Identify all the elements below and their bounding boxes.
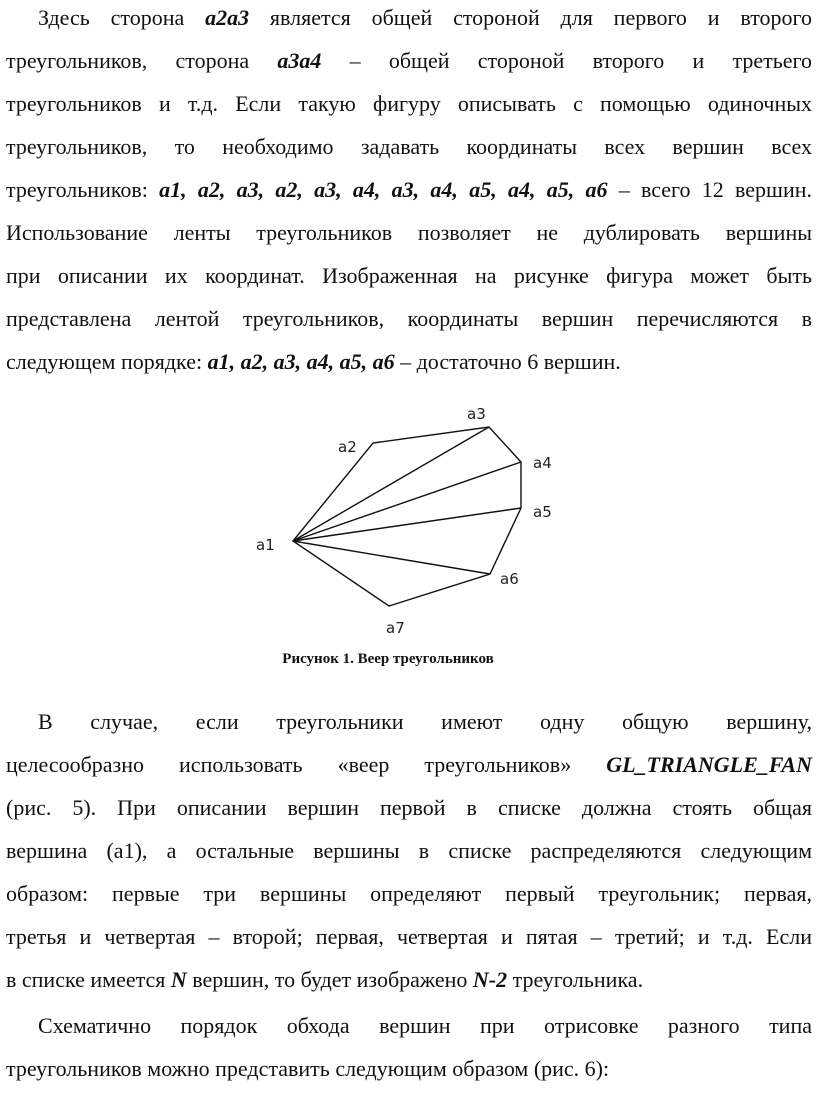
text-line: целесообразно использовать «веер треугольников» GL_TRIANGLE_FAN xyxy=(6,752,812,777)
text-line: треугольников можно представить следующим образом (рис. 6): xyxy=(6,1056,610,1081)
fan-diagonal xyxy=(293,541,490,574)
text-line: (рис. 5). При описании вершин первой в списке должна стоять общая xyxy=(6,795,812,820)
vertex-label-a1: a1 xyxy=(256,536,275,554)
text-line: представлена лентой треугольников, координаты вершин перечисляются в xyxy=(6,306,812,331)
vertex-label-a4: a4 xyxy=(533,454,552,472)
text-line: третья и четвертая – второй; первая, четвертая и пятая – третий; и т.д. Если xyxy=(6,924,812,949)
vertex-label-a3: a3 xyxy=(467,405,486,423)
text-line: треугольников, то необходимо задавать координаты всех вершин всех xyxy=(6,134,812,159)
figure-caption: Рисунок 1. Веер треугольников xyxy=(282,651,494,667)
text-line: треугольников, сторона a3a4 – общей стороной второго и третьего xyxy=(6,48,812,73)
vertex-label-a2: a2 xyxy=(338,438,357,456)
text-line: в списке имеется N вершин, то будет изображено N-2 треугольника. xyxy=(6,967,644,992)
text-line: Здесь сторона a2a3 является общей стороной для первого и второго xyxy=(38,5,813,30)
text-line: треугольников: a1, a2, a3, a2, a3, a4, a3, a4, a5, a4, a5, a6 – всего 12 вершин. xyxy=(6,177,813,202)
text-line: Использование ленты треугольников позволяет не дублировать вершины xyxy=(6,220,812,245)
fan-outline xyxy=(293,427,521,606)
vertex-label-a6: a6 xyxy=(500,570,519,588)
text-line: треугольников и т.д. Если такую фигуру описывать с помощью одиночных xyxy=(6,91,812,116)
text-line: при описании их координат. Изображенная на рисунке фигура может быть xyxy=(6,263,812,288)
text-line: Схематично порядок обхода вершин при отрисовке разного типа xyxy=(38,1013,812,1038)
text-line: В случае, если треугольники имеют одну общую вершину, xyxy=(38,709,812,734)
vertex-label-a5: a5 xyxy=(533,503,552,521)
fan-diagonal xyxy=(293,462,521,541)
text-line: следующем порядке: a1, a2, a3, a4, a5, a6 – достаточно 6 вершин. xyxy=(6,349,621,374)
vertex-label-a7: a7 xyxy=(386,619,405,637)
text-line: образом: первые три вершины определяют первый треугольник; первая, xyxy=(6,881,812,906)
fan-diagonal xyxy=(293,508,521,541)
fan-edges xyxy=(293,427,521,606)
text-line: вершина (a1), а остальные вершины в списке распределяются следующим xyxy=(6,838,812,863)
